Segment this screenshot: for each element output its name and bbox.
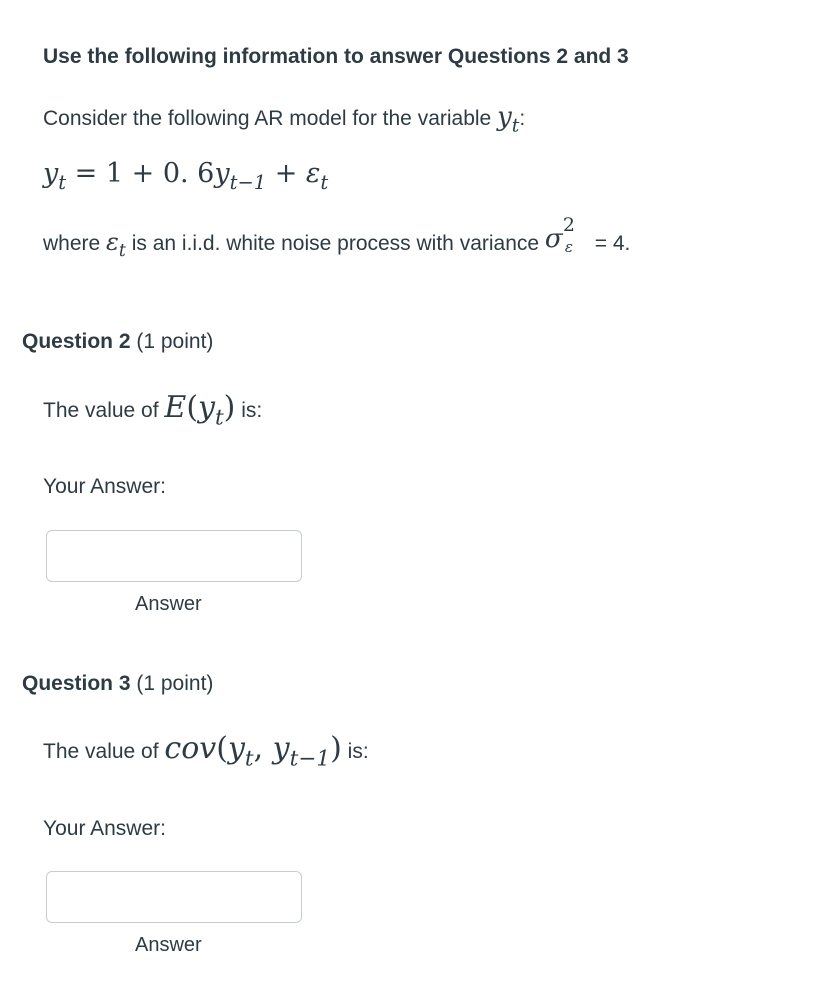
intro-text: Consider the following AR model for the variable xyxy=(43,107,498,130)
ar-equation: $y_t = 1 + 0$. $6y_{t-1} + \varepsilon_t$ xyxy=(43,158,329,194)
question-2-prompt: The value of $E(y_t)$ is: xyxy=(43,390,263,431)
question-3-your-answer-label: Your Answer: xyxy=(43,817,166,840)
question-3-prompt: The value of $cov(y_t$, $y_{t-1}$) is: xyxy=(43,731,369,772)
var-y: $y_t$ xyxy=(497,102,520,137)
noise-description: where $\varepsilon_t$ is an i.i.d. white noise process with variance σ 2 ε = 4. xyxy=(43,214,631,262)
expectation-expression: $E(y_t)$ xyxy=(164,390,236,431)
intro-model-description: Consider the following AR model for the variable $y_t$: xyxy=(43,102,526,137)
question-2-your-answer-label: Your Answer: xyxy=(43,475,166,498)
question-2-answer-input[interactable] xyxy=(46,530,302,582)
question-3-answer-caption: Answer xyxy=(135,934,202,956)
intro-heading: Use the following information to answer Questions 2 and 3 xyxy=(43,45,629,68)
epsilon-symbol: $\varepsilon_t$ xyxy=(106,228,126,262)
question-3-answer-input[interactable] xyxy=(46,871,302,923)
sigma-squared-symbol: σ 2 ε xyxy=(544,214,575,256)
question-2-answer-caption: Answer xyxy=(135,593,202,615)
question-3-heading: Question 3 (1 point) xyxy=(22,672,214,695)
question-2-heading: Question 2 (1 point) xyxy=(22,330,214,353)
covariance-expression: $cov(y_t$, $y_{t-1}$) xyxy=(164,731,342,772)
